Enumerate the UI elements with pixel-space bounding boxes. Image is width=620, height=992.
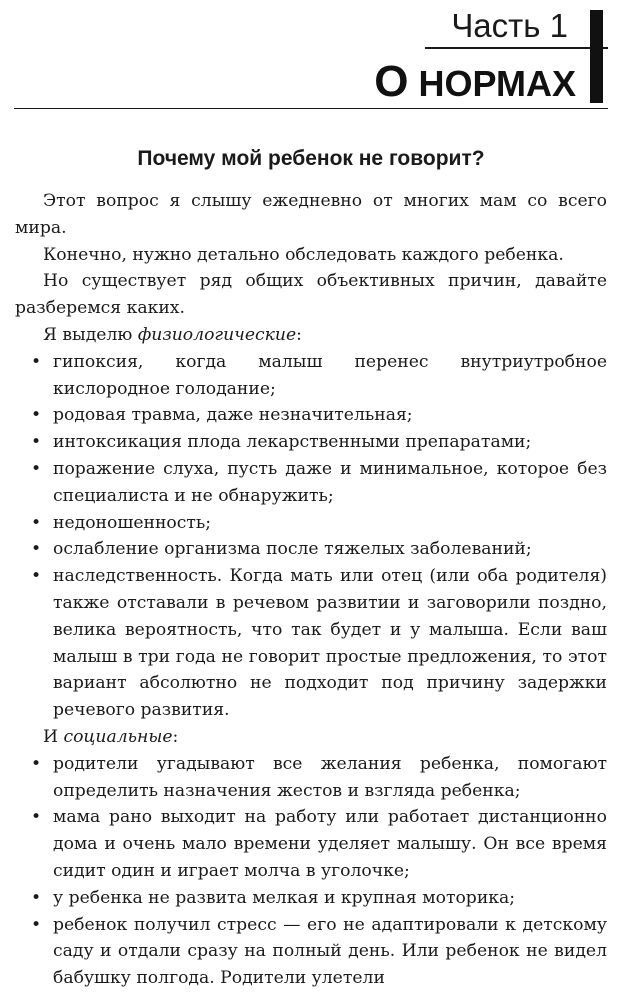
bullet-icon: •: [31, 753, 42, 774]
list-item: [15, 429, 607, 456]
section-title: Почему мой ребенок не говорит?: [137, 147, 485, 170]
list-item: [15, 510, 607, 537]
physio-intro-emph: физиологические: [137, 324, 297, 345]
list-item: [15, 563, 607, 724]
chapter-title-initial: О: [374, 57, 409, 106]
list-item: [15, 804, 607, 884]
chapter-title: [374, 57, 576, 106]
list-item: [15, 536, 607, 563]
physio-list: [15, 349, 607, 724]
bullet-icon: •: [31, 432, 42, 453]
list-item-text: родители угадывают все желания ребенка, помогают определить назначения жестов и взгляда ребенка;: [53, 753, 607, 801]
bullet-icon: •: [31, 351, 42, 372]
list-item-text: у ребенка не развита мелкая и крупная моторика;: [53, 887, 516, 908]
paragraph: Этот вопрос я слышу ежедневно от многих мам со всего мира.: [15, 191, 607, 238]
paragraph: Но существует ряд общих объективных причин, давайте разберемся каких.: [15, 271, 607, 319]
list-item: [15, 402, 607, 429]
physio-intro-prefix: Я выделю: [43, 324, 138, 345]
list-item-text: недоношенность;: [53, 512, 212, 533]
social-intro-suffix: :: [172, 726, 179, 747]
part-label: Часть 1: [451, 7, 568, 44]
list-item-text: ослабление организма после тяжелых заболеваний;: [53, 539, 532, 560]
list-item: [15, 885, 607, 912]
paragraph: Конечно, нужно детально обследовать каждого ребенка.: [43, 244, 564, 265]
list-item: [15, 456, 607, 510]
bullet-icon: •: [31, 512, 42, 533]
list-item: [15, 349, 607, 403]
bullet-icon: •: [31, 405, 42, 426]
bullet-icon: •: [31, 458, 42, 479]
bullet-icon: •: [31, 807, 42, 828]
social-list: [15, 751, 607, 992]
list-item-text: наследственность. Когда мать или отец (или оба родителя) также отставали в речевом развитии и заговорили поздно, велика вероятность, что так будет и у малыша. Если ваш малыш в три года не говорит простые предложения, то этот вариант абсолютно не подходит под причину задержки речевого развития.: [53, 566, 607, 721]
list-item-text: поражение слуха, пусть даже и минимальное, которое без специалиста и не обнаружить;: [53, 458, 607, 506]
chapter-title-rest: НОРМАХ: [408, 63, 576, 104]
social-intro: [15, 724, 607, 751]
list-item-text: родовая травма, даже незначительная;: [53, 405, 413, 426]
list-item: [15, 751, 607, 805]
bullet-icon: •: [31, 539, 42, 560]
bullet-icon: •: [31, 887, 42, 908]
chapter-header: [0, 0, 620, 110]
list-item-text: мама рано выходит на работу или работает дистанционно дома и очень мало времени уделяет малышу. Он все время сидит один и играет молча в уголочке;: [53, 807, 607, 881]
header-vertical-bar: [590, 10, 603, 103]
physio-intro-suffix: :: [296, 324, 302, 345]
bullet-icon: •: [31, 914, 42, 935]
page-body: [15, 145, 607, 992]
bullet-icon: •: [31, 566, 42, 587]
physio-intro: [15, 322, 607, 349]
list-item-text: гипоксия, когда малыш перенес внутриутробное кислородное голодание;: [53, 351, 607, 399]
list-item-text: интоксикация плода лекарственными препаратами;: [53, 432, 532, 453]
header-rule-top: [425, 47, 608, 49]
header-rule-bottom: [14, 108, 608, 109]
social-intro-emph: социальные: [63, 726, 173, 747]
social-intro-prefix: И: [43, 726, 64, 747]
list-item-text: ребенок получил стресс — его не адаптировали к детскому саду и отдали сразу на полный день. Или ребенок не видел бабушку полгода. Родители улетели: [53, 914, 607, 989]
